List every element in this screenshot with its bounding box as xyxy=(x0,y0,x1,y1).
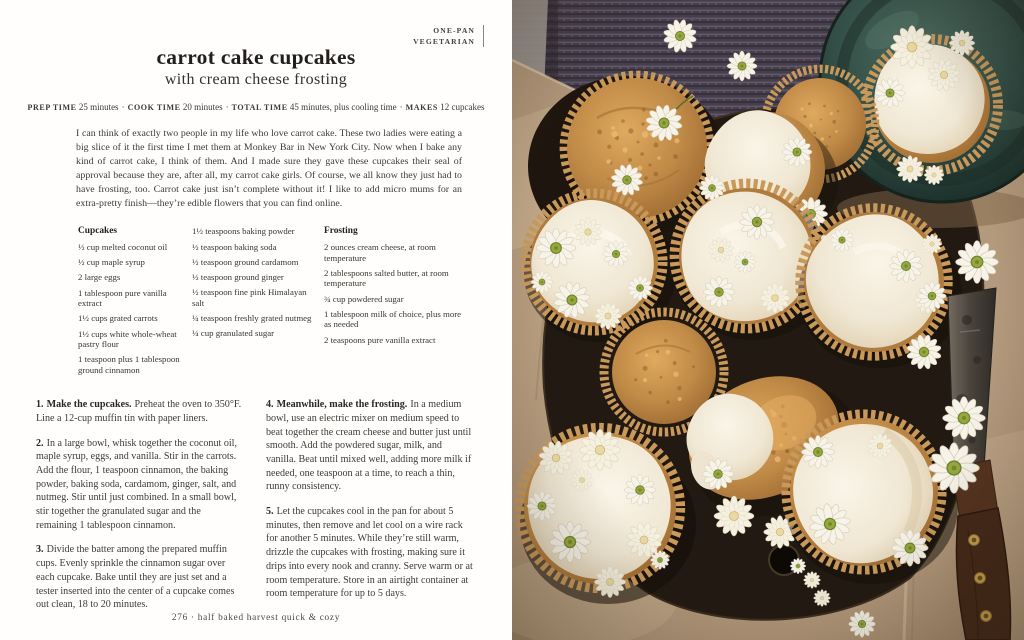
ingredient: 2 ounces cream cheese, at room temperature xyxy=(324,242,436,263)
category-tags xyxy=(413,25,484,47)
step-number: 4. xyxy=(266,399,274,411)
step-text: Let the cupcakes cool in the pan for about 5 minutes, then remove and let cool on a wire rack for another 5 minutes. While they’re still warm, drizzle the cupcakes with frosting, making sure it drips into every nook and cranny. Serve warm or at room temperature. Store in an airtight container at room temperature for up to 5 days. xyxy=(266,506,473,600)
step-number: 5. xyxy=(266,506,274,518)
total-time-value: 45 minutes, plus cooling time xyxy=(289,102,397,112)
cook-time-label: COOK TIME xyxy=(127,103,181,112)
instructions-column-left xyxy=(36,398,244,623)
instructions-section xyxy=(36,398,512,623)
ingredients-column-cupcakes xyxy=(78,226,182,380)
step-2 xyxy=(36,437,244,533)
ingredient: 2 large eggs xyxy=(78,272,121,283)
meta-separator: · xyxy=(399,102,403,112)
ingredients-column-frosting xyxy=(324,226,470,380)
meta-separator: · xyxy=(121,102,125,112)
ingredients-heading-frosting: Frosting xyxy=(324,226,358,237)
ingredient: ½ teaspoon ground cardamom xyxy=(192,256,299,267)
step-lead: Make the cupcakes. xyxy=(46,399,132,411)
total-time-label: TOTAL TIME xyxy=(231,103,288,112)
step-5 xyxy=(266,505,474,601)
tag-one-pan: ONE-PAN xyxy=(433,26,475,35)
step-lead: Meanwhile, make the frosting. xyxy=(276,399,408,411)
step-number: 1. xyxy=(36,399,44,411)
ingredient: 1 teaspoon plus 1 tablespoon ground cinnamon xyxy=(78,354,180,375)
ingredient: ¼ teaspoon freshly grated nutmeg xyxy=(192,312,312,323)
recipe-photo xyxy=(512,0,1024,640)
ingredient: ½ cup maple syrup xyxy=(78,257,145,268)
cook-time-value: 20 minutes xyxy=(182,102,223,112)
ingredient: ¼ cup granulated sugar xyxy=(192,328,275,339)
prep-time-label: PREP TIME xyxy=(27,103,77,112)
ingredient: ½ teaspoon baking soda xyxy=(192,241,277,252)
recipe-meta xyxy=(10,102,502,113)
page-footer: 276 · half baked harvest quick & cozy xyxy=(171,613,341,623)
ingredients-heading-cupcakes: Cupcakes xyxy=(78,226,118,237)
step-number: 3. xyxy=(36,544,44,556)
ingredient: 1½ cups grated carrots xyxy=(78,313,158,324)
ingredients-column-middle xyxy=(192,226,314,380)
ingredient: ½ teaspoon fine pink Himalayan salt xyxy=(192,287,307,308)
instructions-column-right xyxy=(266,398,474,623)
makes-label: MAKES xyxy=(405,103,438,112)
step-1 xyxy=(36,398,244,425)
prep-time-value: 25 minutes xyxy=(78,102,119,112)
recipe-title: carrot cake cupcakes xyxy=(156,45,356,69)
step-number: 2. xyxy=(36,437,44,449)
recipe-intro: I can think of exactly two people in my life who love carrot cake. These two ladies were eating a big slice of it the first time I met them at Monkey Bar in New York City. Now when I bake any kind of carrot cake, I think of them. And I made sure they gave these cupcakes their seal of approval because they are, after all, my carrot cake girls. Of course, we all know they just had to have frosting, too. Carrot cake just isn’t complete without it! I like to add micro mums for an extra-pretty finish—they’re edible flowers that you can find online. xyxy=(76,128,462,209)
photo-page xyxy=(512,0,1024,640)
tag-vegetarian: VEGETARIAN xyxy=(413,37,475,46)
makes-value: 12 cupcakes xyxy=(440,102,485,112)
ingredient: ½ teaspoon ground ginger xyxy=(192,272,284,282)
ingredient: ½ cup melted coconut oil xyxy=(78,242,168,253)
ingredient: 2 tablespoons salted butter, at room temperature xyxy=(324,267,449,289)
ingredients-section xyxy=(78,226,512,380)
step-text: In a large bowl, whisk together the coconut oil, maple syrup, eggs, and vanilla. Stir in the carrots. Add the flour, 1 teaspoon cinnamon, the baking powder, baking soda, cardamom, ginger, salt, and nutmeg. Stir until just combined. In a small bowl, stir together the granulated sugar and the remaining 1 tablespoon cinnamon. xyxy=(36,437,238,531)
step-4 xyxy=(266,398,474,494)
ingredient: ¾ cup powdered sugar xyxy=(324,293,404,304)
meta-separator: · xyxy=(225,102,229,112)
photo-vignette xyxy=(512,0,1024,640)
recipe-subtitle: with cream cheese frosting xyxy=(164,71,348,88)
step-text: In a medium bowl, use an electric mixer on medium speed to beat together the cream cheese and butter just until smooth. Add the powdered sugar, milk, and vanilla. Beat until mixed well, adding more milk if needed, one teaspoon at a time, to reach a thin, runny consistency. xyxy=(266,399,472,493)
ingredient: 1 tablespoon pure vanilla extract xyxy=(78,287,167,309)
step-text: Preheat the oven to 350°F. Line a 12-cup muffin tin with paper liners. xyxy=(36,399,242,424)
ingredient: 1½ cups white whole-wheat pastry flour xyxy=(78,328,177,350)
ingredient: 1½ teaspoons baking powder xyxy=(192,226,295,237)
step-3 xyxy=(36,543,244,612)
step-text: Divide the batter among the prepared muffin cups. Evenly sprinkle the cinnamon sugar over each cupcake. Bake until they are just set and a tester inserted into the center of a cupcake comes out clean, 18 to 20 minutes. xyxy=(36,544,235,611)
ingredient: 1 tablespoon milk of choice, plus more as needed xyxy=(324,308,462,330)
ingredient: 2 teaspoons pure vanilla extract xyxy=(324,334,436,345)
